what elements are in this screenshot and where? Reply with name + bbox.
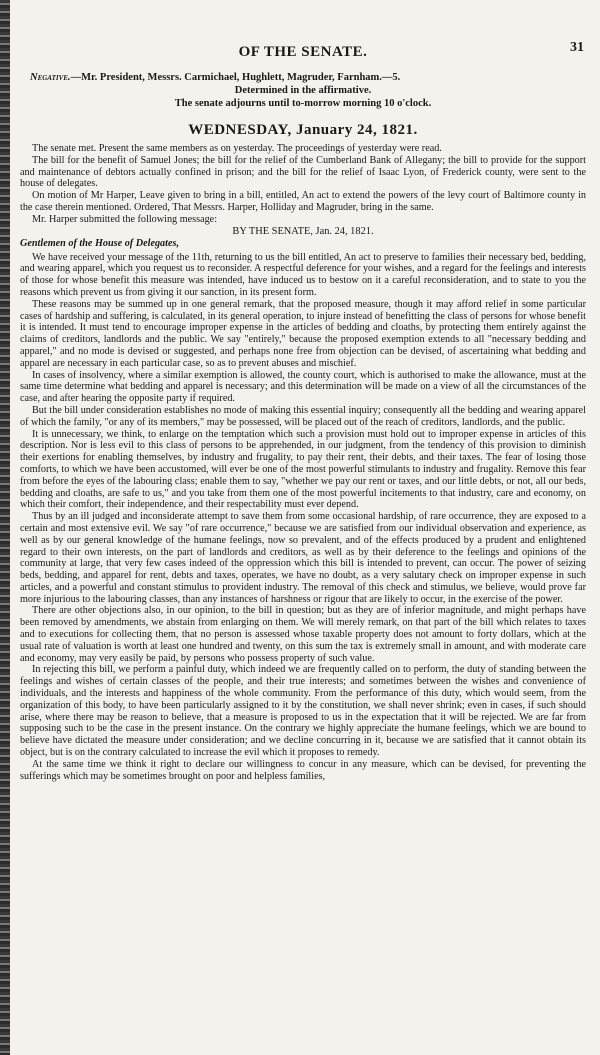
- message-paragraph: Thus by an ill judged and inconsiderate attempt to save them from some occasional hardship, of rare occurrence, they are exposed to a certain and most extensive evil. We say "of rare occurrence," because we are satisfied from our individual observation and experience, as well as by our general knowledge of the humane feelings, now so prevalent, and of the effects produced by a prudent and enlightened regard to their own interests, on the part of landlords and creditors, as well as by their deference to the feelings and opinions of the community at large, that very few cases indeed of the oppression which this bill is intended to prevent, can occur. The power of seizing beds, bedding, and apparel for rent, debts and taxes, operates, we have no doubt, as a very salutary check on improper expense in such articles, and a powerful and constant stimulus to provident industry. The removal of this check and stimulus, we believe, would prove far more injurious to the labouring classes, than any instances of harshness or rigour that are likely to occur, in the exercise of the power.: [20, 511, 586, 605]
- message-paragraph: There are other objections also, in our opinion, to the bill in question; but as they are of inferior magnitude, and might perhaps have been removed by amendments, we abstain from enlarging on them. We will merely remark, on that part of the bill which relates to taxes and to executions for collecting them, that no person is assessed whose taxable property does not amount to forty dollars, which at the usual rate of valuation is worth at least one hundred and twenty, on this sum the tax is extremely small in amount, and with moderate care and economy, may very easily be paid, by persons who possess property of such value.: [20, 605, 586, 664]
- message-paragraph: We have received your message of the 11th, returning to us the bill entitled, An act to preserve to families their necessary bed, bedding, and wearing apparel, which you request us to reconsider. A respectful deference for your wishes, and a regard for the feelings and interests of those for whose benefit this measure was intended, have induced us to bestow on it a careful reconsideration, and to state to you the reasons which prevent us from giving it our sanction, in its present form.: [20, 251, 586, 298]
- message-address: Gentlemen of the House of Delegates,: [20, 237, 180, 249]
- journal-paragraph-3: On motion of Mr Harper, Leave given to bring in a bill, entitled, An act to extend the powers of the levy court of Baltimore county in the case therein mentioned. Ordered, That Messrs. Harper, Holliday and Magruder, bring in the same.: [20, 190, 586, 213]
- message-heading: BY THE SENATE, Jan. 24, 1821.: [232, 225, 374, 237]
- message-paragraph: These reasons may be summed up in one general remark, that the proposed measure, though it may afford relief in some particular cases of hardship and suffering, is calculated, in its general operation, to injure instead of benefitting the class of persons for whose benefit it is intended. It must tend to encourage improper expense in the articles of bedding and cloaths, by protecting them entirely against the claims of creditors, landlords and the public. We say "entirely," because the proposed exemption extends to all "necessary bedding and apparel," and no mode is devised or suggested, and perhaps none free from objection can be devised, of ascertaining what bedding and apparel are necessary in each particular case, so as to prevent abuses and mischief.: [20, 298, 586, 369]
- adjournment-notice: The senate adjourns until to-morrow morning 10 o'clock.: [174, 98, 432, 109]
- message-paragraph: It is unnecessary, we think, to enlarge on the temptation which such a provision must hold out to improper expense in articles of this description. Nor is less evil to this class of persons to be apprehended, in our judgment, from the tendency of this provision to diminish their exertions for enabling themselves, by industry and frugality, to pay their rent, their debts, and their taxes. The fear of losing those comforts, to which we have been accustomed, will ever be one of the most powerful stimulants to industry and frugality. Remove this fear from before the eyes of the labouring class; enable them to say, "whether we pay our rent or taxes, and our little debts, or not, all our beds, bedding and cloaths, are safe to us," and you take from them one of the most powerful incitements to that industry, care and economy, on which their comfort, their independence, and their respectability must ever depend.: [20, 428, 586, 511]
- page-number: 31: [570, 40, 584, 55]
- vote-label: Negative.: [30, 72, 71, 83]
- vote-names: —Mr. President, Messrs. Carmichael, Hughlett, Magruder, Farnham.—5.: [70, 72, 401, 83]
- message-paragraph: But the bill under consideration establishes no mode of making this essential inquiry; consequently all the bedding and wearing apparel of which the family, "or any of its members," may be possessed, will be placed out of the reach of creditors, landlords, and the public.: [20, 404, 586, 428]
- vote-line: [30, 71, 586, 84]
- date-heading: WEDNESDAY, January 24, 1821.: [188, 122, 418, 138]
- journal-paragraph-4: Mr. Harper submitted the following message:: [32, 213, 218, 225]
- message-paragraph: In rejecting this bill, we perform a painful duty, which indeed we are frequently called on to perform, the duty of standing between the feelings and wishes of certain classes of the people, and their true interests; and sometimes between the wishes and convenience of individuals, and the interests and happiness of the whole community. From the performance of this duty, which would seem, from the organization of this body, to have been particularly assigned to it by the constitution, we shall never shrink; even in cases, if such should arise, where there may be reason to believe, that a measure is proposed to us in the expectation that it will be rejected. We are far from supposing such to be the case in the present instance. On the contrary we highly appreciate the humane feelings, which we are bound to believe have dictated the measure under consideration; and we decline concurring in it, because we are satisfied that it cannot obtain its object, but is on the contrary calculated to increase the evil which it proposes to remedy.: [20, 664, 586, 759]
- journal-paragraph-1: The senate met. Present the same members as on yesterday. The proceedings of yesterday were read.: [32, 143, 442, 154]
- vote-result: Determined in the affirmative.: [234, 85, 372, 96]
- message-paragraph: In cases of insolvency, where a similar exemption is allowed, the county court, which is authorised to make the allowance, must at the same time determine what bedding and apparel is necessary; and this determination will be made on a view of all the circumstances of the case, and after hearing the opposite party if required.: [20, 369, 586, 405]
- message-paragraph: At the same time we think it right to declare our willingness to concur in any measure, which can be devised, for preventing the sufferings which may be sometimes brought on poor and helpless families,: [20, 758, 586, 782]
- journal-paragraph-2: The bill for the benefit of Samuel Jones; the bill for the relief of the Cumberland Bank of Allegany; the bill to provide for the support and maintenance of debtors actually confined in prison; and the bill for the relief of Isaac Lyon, of Frederick county, were sent to the house of delegates.: [20, 154, 586, 190]
- running-head: OF THE SENATE.: [238, 44, 368, 60]
